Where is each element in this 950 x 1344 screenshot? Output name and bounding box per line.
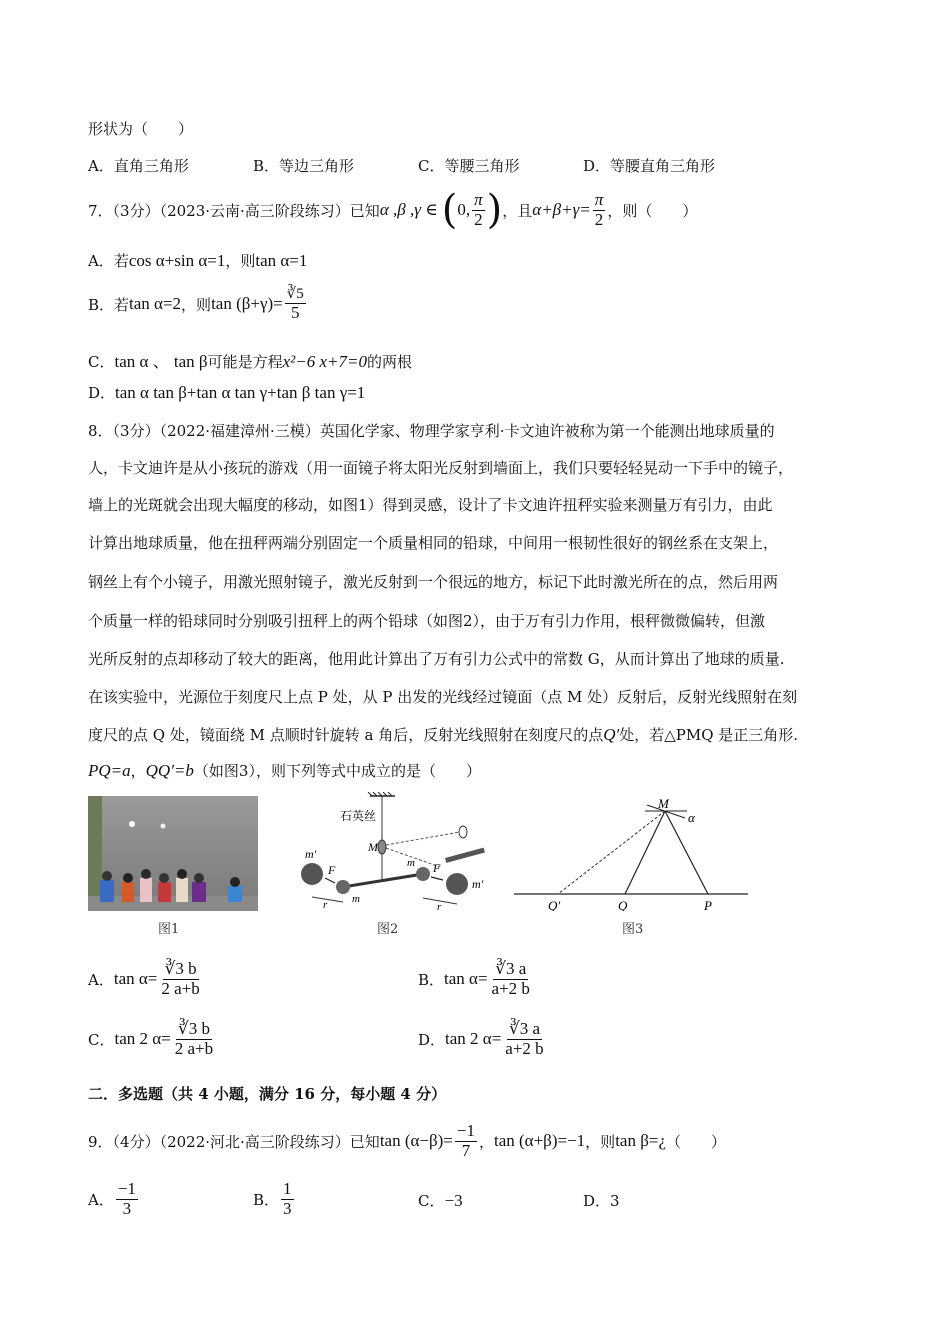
label-q: Q	[618, 898, 628, 911]
label-m-right: m	[407, 857, 415, 869]
section-2-heading: 二．多选题（共 4 小题，满分 16 分，每小题 4 分）	[88, 1085, 447, 1103]
label-r-right: r	[437, 901, 442, 912]
q8-line-1: 8．（3分）（2022·福建漳州·三模）英国化学家、物理学家亨利·卡文迪许被称为第一个能测出地球质量的	[88, 422, 775, 440]
q9-fraction: $\frac{-1}{7}$	[456, 1121, 475, 1160]
q6-option-d: D．等腰直角三角形	[583, 157, 716, 175]
q9-stem: 9．（4分）（2022·河北·高三阶段练习）已知 tan (α−β)= $\frac{-1}{7}$ ， tan (α+β)=−1 ，则 tan β=¿ （ ）	[88, 1121, 727, 1160]
label-f-left: F	[328, 863, 336, 877]
q8-line-9: 度尺的点 Q 处，镜面绕 M 点顺时针旋转 a 角后，反射光线照射在刻度尺的点Q′处，若△PMQ 是正三角形.	[88, 725, 799, 744]
q8-option-b: B． tan α= $\frac{∛3 a}{a+2 b}$	[418, 959, 530, 998]
q8-line-6: 个质量一样的铅球同时分别吸引扭秤上的两个铅球（如图2），由于万有引力作用，根秤微微偏转，但激	[88, 612, 766, 630]
q6-option-b: B．等边三角形	[253, 157, 355, 175]
label-alpha: α	[688, 810, 695, 825]
q7-interval-left: 0,	[457, 200, 471, 219]
caption-figure-1: 图1	[158, 922, 180, 937]
q6-tail: 形状为（ ）	[88, 120, 194, 138]
q8-option-a: A． tan α= $\frac{∛3 b}{2 a+b}$	[88, 959, 200, 998]
q6-option-a: A．直角三角形	[88, 157, 189, 175]
q7-then: ，则（ ）	[607, 201, 698, 220]
q9-option-a: A． $\frac{-1}{3}$	[88, 1179, 136, 1218]
label-p: P	[704, 898, 712, 911]
label-r-left: r	[323, 899, 328, 911]
q7-prefix: 7．（3分）（2023·云南·高三阶段练习）已知	[88, 201, 380, 220]
q8-line-10: PQ=a，QQ′=b（如图3），则下列等式中成立的是（ ）	[88, 761, 481, 780]
q9-option-d: D．3	[583, 1192, 620, 1210]
q9-option-b: B． $\frac{1}{3}$	[253, 1179, 292, 1218]
q6-option-c: C．等腰三角形	[418, 157, 520, 175]
label-m-prime-left: m′	[305, 847, 317, 861]
label-f-right: F	[433, 861, 441, 875]
caption-figure-3: 图3	[622, 922, 644, 937]
q8-line-2: 人，卡文迪许是从小孩玩的游戏（用一面镜子将太阳光反射到墙面上，我们只要轻轻晃动一下手中的镜子，	[88, 459, 794, 477]
q7-stem	[88, 187, 698, 233]
caption-figure-2: 图2	[377, 922, 399, 937]
q9-option-c: C．−3	[418, 1191, 463, 1210]
q7-vars: α ,β ,γ ∈	[379, 200, 438, 219]
q7-option-b: B．若 tan α=2 ，则 tan (β+γ)= $\frac{∛5}{5}$	[88, 286, 304, 322]
q7-cond-expr: α+β+γ=	[532, 200, 591, 219]
q7-pi-half-1: $\frac{\pi}{2}$	[474, 189, 483, 229]
q7-b-fraction: $\frac{∛5}{5}$	[286, 286, 304, 322]
q8-line-3: 墙上的光斑就会出现大幅度的移动，如图1）得到灵感，设计了卡文迪许扭秤实验来测量万有引力，由此	[88, 496, 773, 514]
left-paren: (	[441, 187, 458, 233]
q7-option-d: D．tan α tan β+tan α tan γ+tan β tan γ=1	[88, 383, 366, 402]
figure-1-photo	[88, 796, 258, 911]
q8-line-8: 在该实验中，光源位于刻度尺上点 P 处，从 P 出发的光线经过镜面（点 M 处）反射后，反射光线照射在刻	[88, 688, 798, 706]
right-paren: )	[486, 187, 503, 233]
q7-option-c: C．tan α 、 tan β可能是方程x²−6 x+7=0的两根	[88, 352, 412, 371]
label-m-left: m	[352, 893, 360, 905]
label-m-fig3: M	[658, 796, 669, 811]
q8-option-c: C． tan 2 α= $\frac{∛3 b}{2 a+b}$	[88, 1019, 214, 1058]
q8-line-7: 光所反射的点却移动了较大的距离，他用此计算出了万有引力公式中的常数 G，从而计算出了地球的质量.	[88, 650, 785, 668]
figure-3-geometry	[510, 796, 755, 911]
label-quartz: 石英丝	[340, 809, 377, 823]
q7-cond-mid: ，且	[502, 201, 533, 220]
q8-option-d: D． tan 2 α= $\frac{∛3 a}{a+2 b}$	[418, 1019, 544, 1058]
label-m-prime-right: m′	[472, 877, 484, 891]
figure-2-torsion-balance	[295, 792, 495, 912]
q7-option-a: A．若cos α+sin α=1，则tan α=1	[88, 251, 308, 270]
label-m-fig2: M	[368, 840, 378, 854]
q8-line-5: 钢丝上有个小镜子，用激光照射镜子，激光反射到一个很远的地方，标记下此时激光所在的点，然后用两	[88, 573, 779, 591]
q7-pi-half-2: $\frac{\pi}{2}$	[594, 189, 604, 229]
q8-line-4: 计算出地球质量，他在扭秤两端分别固定一个质量相同的铅球，中间用一根韧性很好的钢丝系在支架上，	[88, 534, 779, 552]
label-q-prime: Q′	[548, 898, 561, 911]
